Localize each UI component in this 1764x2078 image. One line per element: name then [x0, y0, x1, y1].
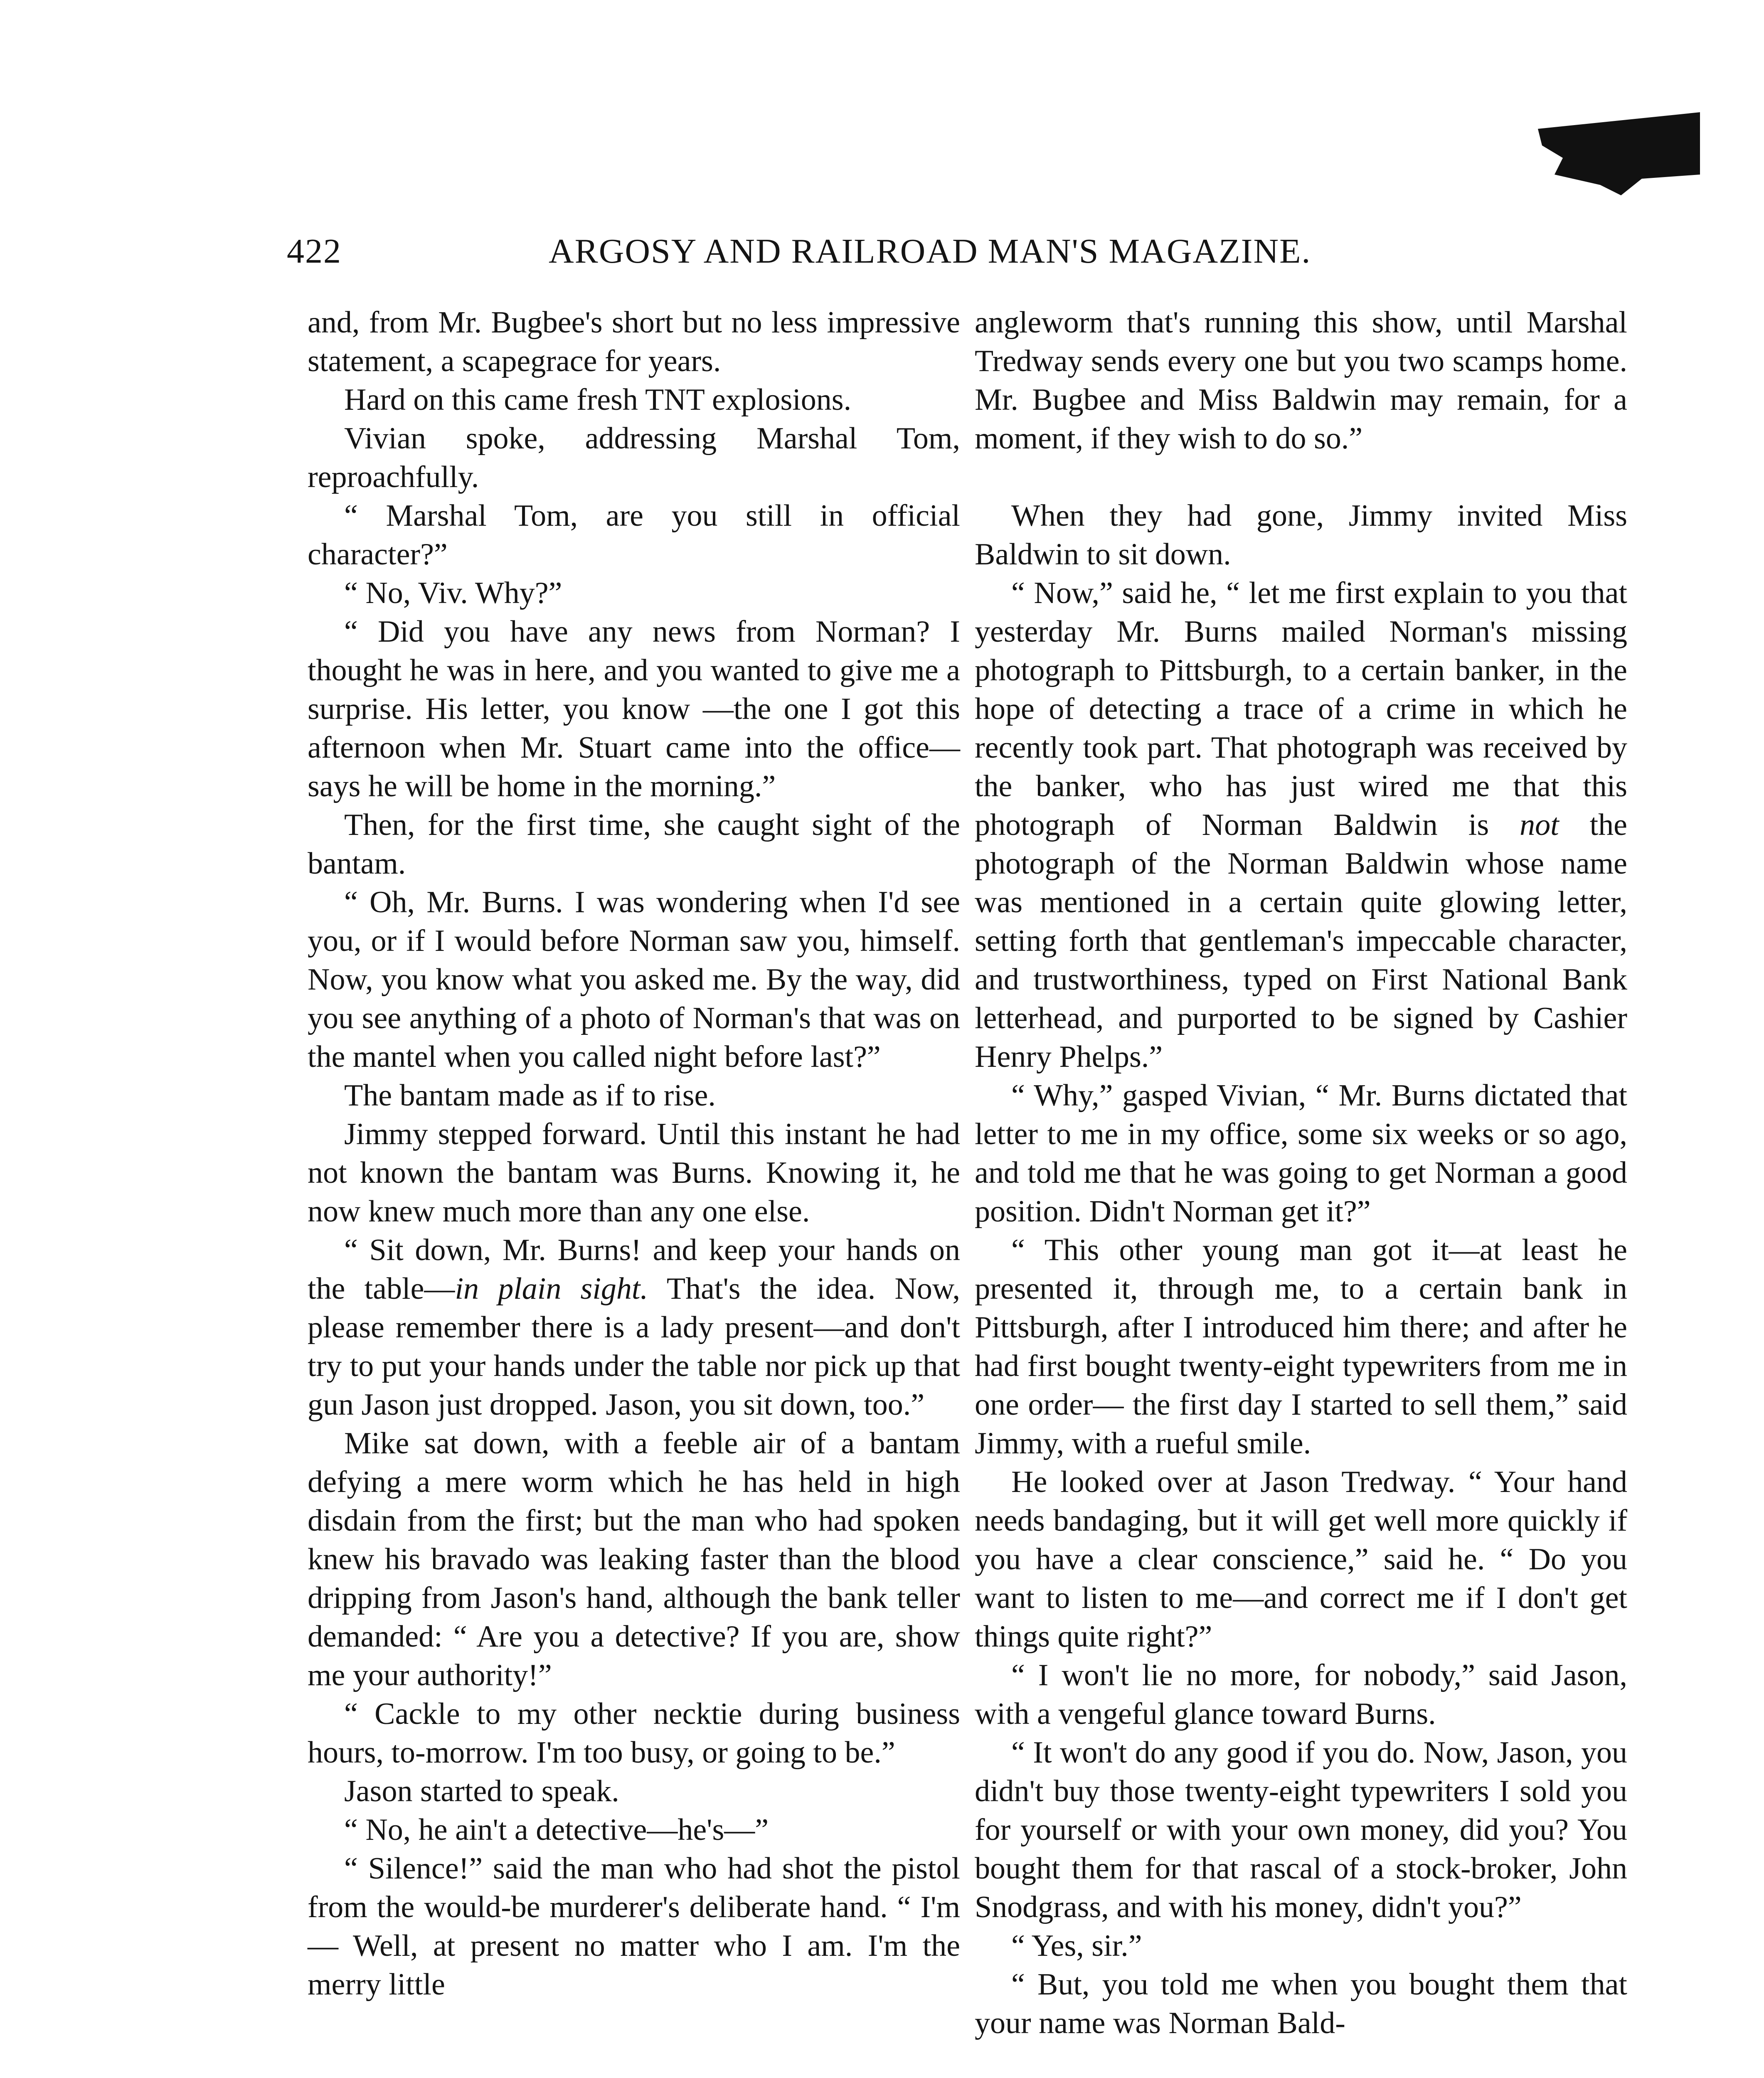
paragraph: [308, 1231, 960, 1424]
paragraph: Then, for the first time, she caught sight of the bantam.: [308, 808, 960, 881]
paragraph: He looked over at Jason Tredway. “ Your hand needs bandaging, but it will get well more quickly if you have a clear conscience,” said he. “ Do you want to listen to me—and correct me if I don't get things quite right?”: [975, 1465, 1627, 1654]
paragraph: “ Cackle to my other necktie during business hours, to-morrow. I'm too busy, or going to be.”: [308, 1697, 960, 1770]
paragraph: “ This other young man got it—at least he presented it, through me, to a certain bank in Pittsburgh, after I introduced him there; and after he had first bought twenty-eight typewriters from me in one order— the first day I started to sell them,” said Jimmy, with a rueful smile.: [975, 1233, 1627, 1460]
italic-text: not: [1520, 808, 1559, 842]
page-corner-ink-mark: [1538, 112, 1700, 216]
paragraph: Hard on this came fresh TNT explosions.: [344, 383, 852, 417]
paragraph: “ I won't lie no more, for nobody,” said Jason, with a vengeful glance toward Burns.: [975, 1658, 1627, 1731]
paragraph: [975, 574, 1627, 1076]
paragraph: The bantam made as if to rise.: [344, 1078, 716, 1113]
text-run: “ Sit down, Mr. Burns! and keep your hands on the table—: [308, 1233, 960, 1306]
paragraph: “ Marshal Tom, are you still in official character?”: [308, 499, 960, 571]
paragraph: When they had gone, Jimmy invited Miss Baldwin to sit down.: [975, 499, 1627, 571]
paragraph: “ Did you have any news from Norman? I thought he was in here, and you wanted to give me a surprise. His letter, you know —the one I got this afternoon when Mr. Stuart came into the office—says he will be home in the morning.”: [308, 615, 960, 803]
page-number: 422: [287, 232, 342, 271]
paragraph: “ Why,” gasped Vivian, “ Mr. Burns dictated that letter to me in my office, some six weeks or so ago, and told me that he was going to get Norman a good position. Didn't Norman get it?”: [975, 1078, 1627, 1229]
left-column: [308, 303, 960, 2004]
paragraph: Vivian spoke, addressing Marshal Tom, reproachfully.: [308, 421, 960, 494]
paragraph: Jason started to speak.: [344, 1774, 619, 1808]
running-title: ARGOSY AND RAILROAD MAN'S MAGAZINE.: [549, 232, 1311, 271]
paragraph: “ But, you told me when you bought them that your name was Norman Bald-: [975, 1967, 1627, 2040]
paragraph: Jimmy stepped forward. Until this instant he had not known the bantam was Burns. Knowing it, he now knew much more than any one else.: [308, 1117, 960, 1229]
paragraph: “ No, Viv. Why?”: [344, 576, 562, 610]
paragraph: “ No, he ain't a detective—he's—”: [344, 1813, 769, 1847]
paragraph: angleworm that's running this show, until Marshal Tredway sends every one but you two scamps home. Mr. Bugbee and Miss Baldwin may remain, for a moment, if they wish to do so.”: [975, 305, 1627, 455]
text-run: “ Now,” said he, “ let me first explain to you that yesterday Mr. Burns mailed Norman's missing photograph to Pittsburgh, to a certain banker, in the hope of detecting a trace of a crime in which he recently took part. That photograph was received by the banker, who has just wired me that this photograph of Norman Baldwin is: [975, 576, 1627, 842]
paragraph: “ It won't do any good if you do. Now, Jason, you didn't buy those twenty-eight typewriters I sold you for yourself or with your own money, did you? You bought them for that rascal of a stock-broker, John Snodgrass, and with his money, didn't you?”: [975, 1736, 1627, 1924]
paragraph: “ Silence!” said the man who had shot the pistol from the would-be murderer's deliberate hand. “ I'm— Well, at present no matter who I am. I'm the merry little: [308, 1851, 960, 2002]
text-run: the photograph of the Norman Baldwin whose name was mentioned in a certain quite glowing letter, setting forth that gentleman's impeccable character, and trustworthiness, typed on First National Bank letterhead, and purported to be signed by Cashier Henry Phelps.”: [975, 808, 1628, 1074]
page-header: [287, 224, 1617, 278]
paragraph: and, from Mr. Bugbee's short but no less impressive statement, a scapegrace for years.: [308, 305, 960, 378]
right-column: [975, 303, 1627, 2043]
paragraph: “ Yes, sir.”: [1011, 1929, 1142, 1963]
paragraph: “ Oh, Mr. Burns. I was wondering when I'd see you, or if I would before Norman saw you, himself. Now, you know what you asked me. By the way, did you see anything of a photo of Norman's that was on the mantel when you called night before last?”: [308, 885, 960, 1074]
italic-text: in plain sight.: [455, 1272, 648, 1306]
paragraph: Mike sat down, with a feeble air of a bantam defying a mere worm which he has held in high disdain from the first; but the man who had spoken knew his bravado was leaking faster than the blood dripping from Jason's hand, although the bank teller demanded: “ Are you a detective? If you are, show me your authority!”: [308, 1426, 960, 1692]
text-run: That's the idea. Now, please remember there is a lady present—and don't try to put your hands under the table nor pick up that gun Jason just dropped. Jason, you sit down, too.”: [308, 1272, 960, 1422]
